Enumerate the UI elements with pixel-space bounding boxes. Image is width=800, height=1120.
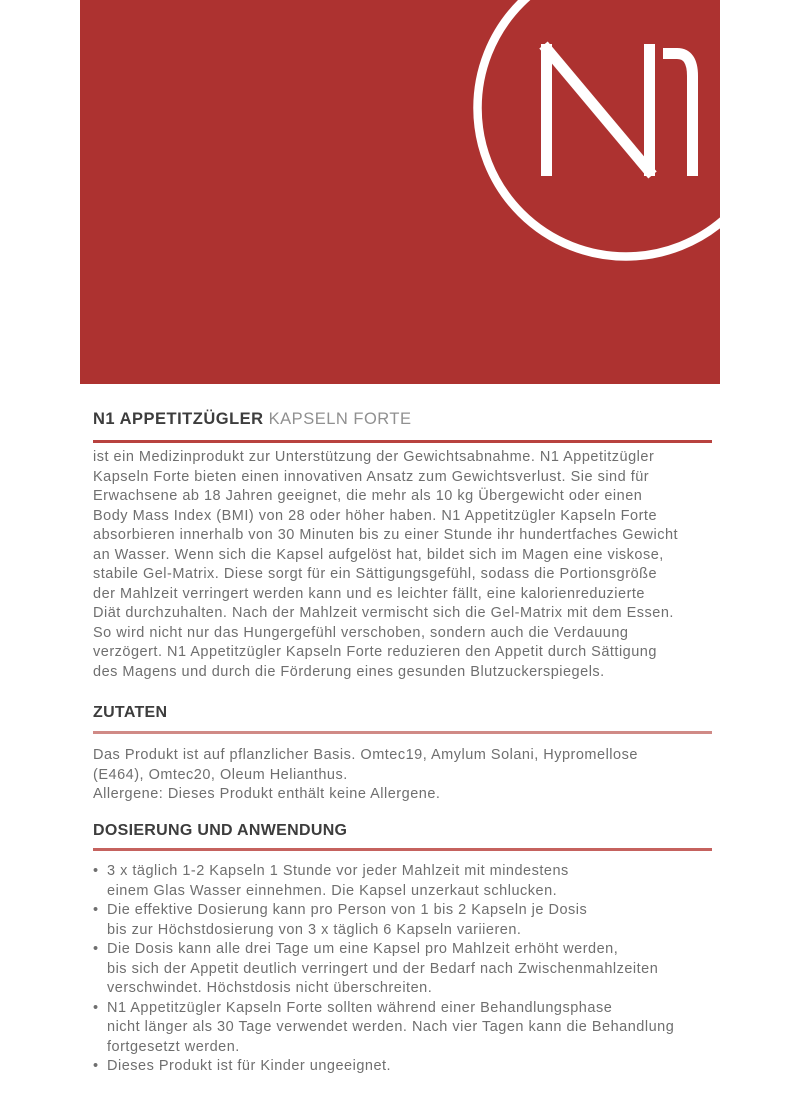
bullet-item-line: bis sich der Appetit deutlich verringert und der Bedarf nach Zwischenmahlzeiten — [107, 960, 659, 977]
bullet-text: Dieses Produkt ist für Kinder ungeeignet. — [107, 1058, 392, 1074]
zutaten-line: Das Produkt ist auf pflanzlicher Basis. Omtec19, Amylum Solani, Hypromellose — [93, 747, 638, 763]
bullet-text: N1 Appetitzügler Kapseln Forte sollten während einer Behandlungsphase — [107, 999, 613, 1016]
bullet-dot: • — [93, 863, 99, 879]
dosierung-bullet-list — [93, 862, 713, 1077]
intro-line: an Wasser. Wenn sich die Kapsel aufgelöst hat, bildet sich im Magen eine viskose, — [93, 546, 664, 563]
intro-line: Diät durchzuhalten. Nach der Mahlzeit vermischt sich die Gel-Matrix mit dem Essen. — [93, 605, 674, 621]
intro-line: Erwachsene ab 18 Jahren geeignet, die mehr als 10 kg Übergewicht oder einen — [93, 488, 643, 504]
intro-paragraph — [93, 448, 713, 682]
zutaten-divider — [93, 731, 712, 734]
bullet-dot: • — [93, 902, 99, 918]
bullet-dot: • — [93, 1058, 99, 1074]
intro-line: Kapseln Forte bieten einen innovativen Ansatz zum Gewichtsverlust. Sie sind für — [93, 468, 650, 485]
brand-banner — [80, 0, 720, 384]
product-title — [93, 407, 713, 431]
bullet-dot: • — [93, 999, 99, 1016]
zutaten-heading: ZUTATEN — [93, 704, 168, 721]
dosierung-heading: DOSIERUNG UND ANWENDUNG — [93, 822, 348, 839]
product-title-bold: N1 APPETITZÜGLER — [93, 410, 264, 428]
intro-line: des Magens und durch die Förderung eines gesunden Blutzuckerspiegels. — [93, 663, 605, 680]
title-divider — [93, 440, 712, 443]
bullet-item-line — [93, 901, 713, 921]
intro-line: ist ein Medizinprodukt zur Unterstützung der Gewichtsabnahme. N1 Appetitzügler — [93, 449, 655, 465]
bullet-item-line: nicht länger als 30 Tage verwendet werden. Nach vier Tagen kann die Behandlung — [107, 1019, 675, 1035]
bullet-item-line — [93, 940, 713, 960]
intro-line: stabile Gel-Matrix. Diese sorgt für ein Sättigungsgefühl, sodass die Portionsgröße — [93, 566, 658, 582]
zutaten-paragraph — [93, 746, 713, 805]
intro-line: absorbieren innerhalb von 30 Minuten bis zu einer Stunde ihr hundertfaches Gewicht — [93, 527, 679, 543]
intro-line: So wird nicht nur das Hungergefühl verschoben, sondern auch die Verdauung — [93, 624, 629, 641]
intro-line: der Mahlzeit verringert werden kann und es leichter fällt, eine kalorienreduzierte — [93, 585, 645, 602]
product-title-variant: KAPSELN FORTE — [268, 410, 412, 428]
intro-line: verzögert. N1 Appetitzügler Kapseln Forte reduzieren den Appetit durch Sättigung — [93, 644, 657, 660]
intro-line: Body Mass Index (BMI) von 28 oder höher haben. N1 Appetitzügler Kapseln Forte — [93, 507, 658, 524]
bullet-item-line: verschwindet. Höchstdosis nicht überschreiten. — [107, 980, 433, 996]
bullet-item-line: bis zur Höchstdosierung von 3 x täglich 6 Kapseln variieren. — [107, 921, 522, 938]
bullet-item-line — [93, 999, 713, 1019]
n1-logo-icon — [80, 0, 720, 384]
zutaten-line: Allergene: Dieses Produkt enthält keine Allergene. — [93, 786, 441, 802]
bullet-dot: • — [93, 941, 99, 957]
dosierung-divider — [93, 848, 712, 851]
bullet-text: 3 x täglich 1-2 Kapseln 1 Stunde vor jeder Mahlzeit mit mindestens — [107, 863, 569, 879]
bullet-item-line: einem Glas Wasser einnehmen. Die Kapsel unzerkaut schlucken. — [107, 882, 558, 899]
bullet-item-line: fortgesetzt werden. — [107, 1038, 240, 1055]
bullet-item-line — [93, 862, 713, 882]
bullet-text: Die effektive Dosierung kann pro Person von 1 bis 2 Kapseln je Dosis — [107, 902, 588, 918]
bullet-item-line — [93, 1057, 713, 1077]
zutaten-line: (E464), Omtec20, Oleum Helianthus. — [93, 766, 348, 783]
bullet-text: Die Dosis kann alle drei Tage um eine Kapsel pro Mahlzeit erhöht werden, — [107, 941, 619, 957]
